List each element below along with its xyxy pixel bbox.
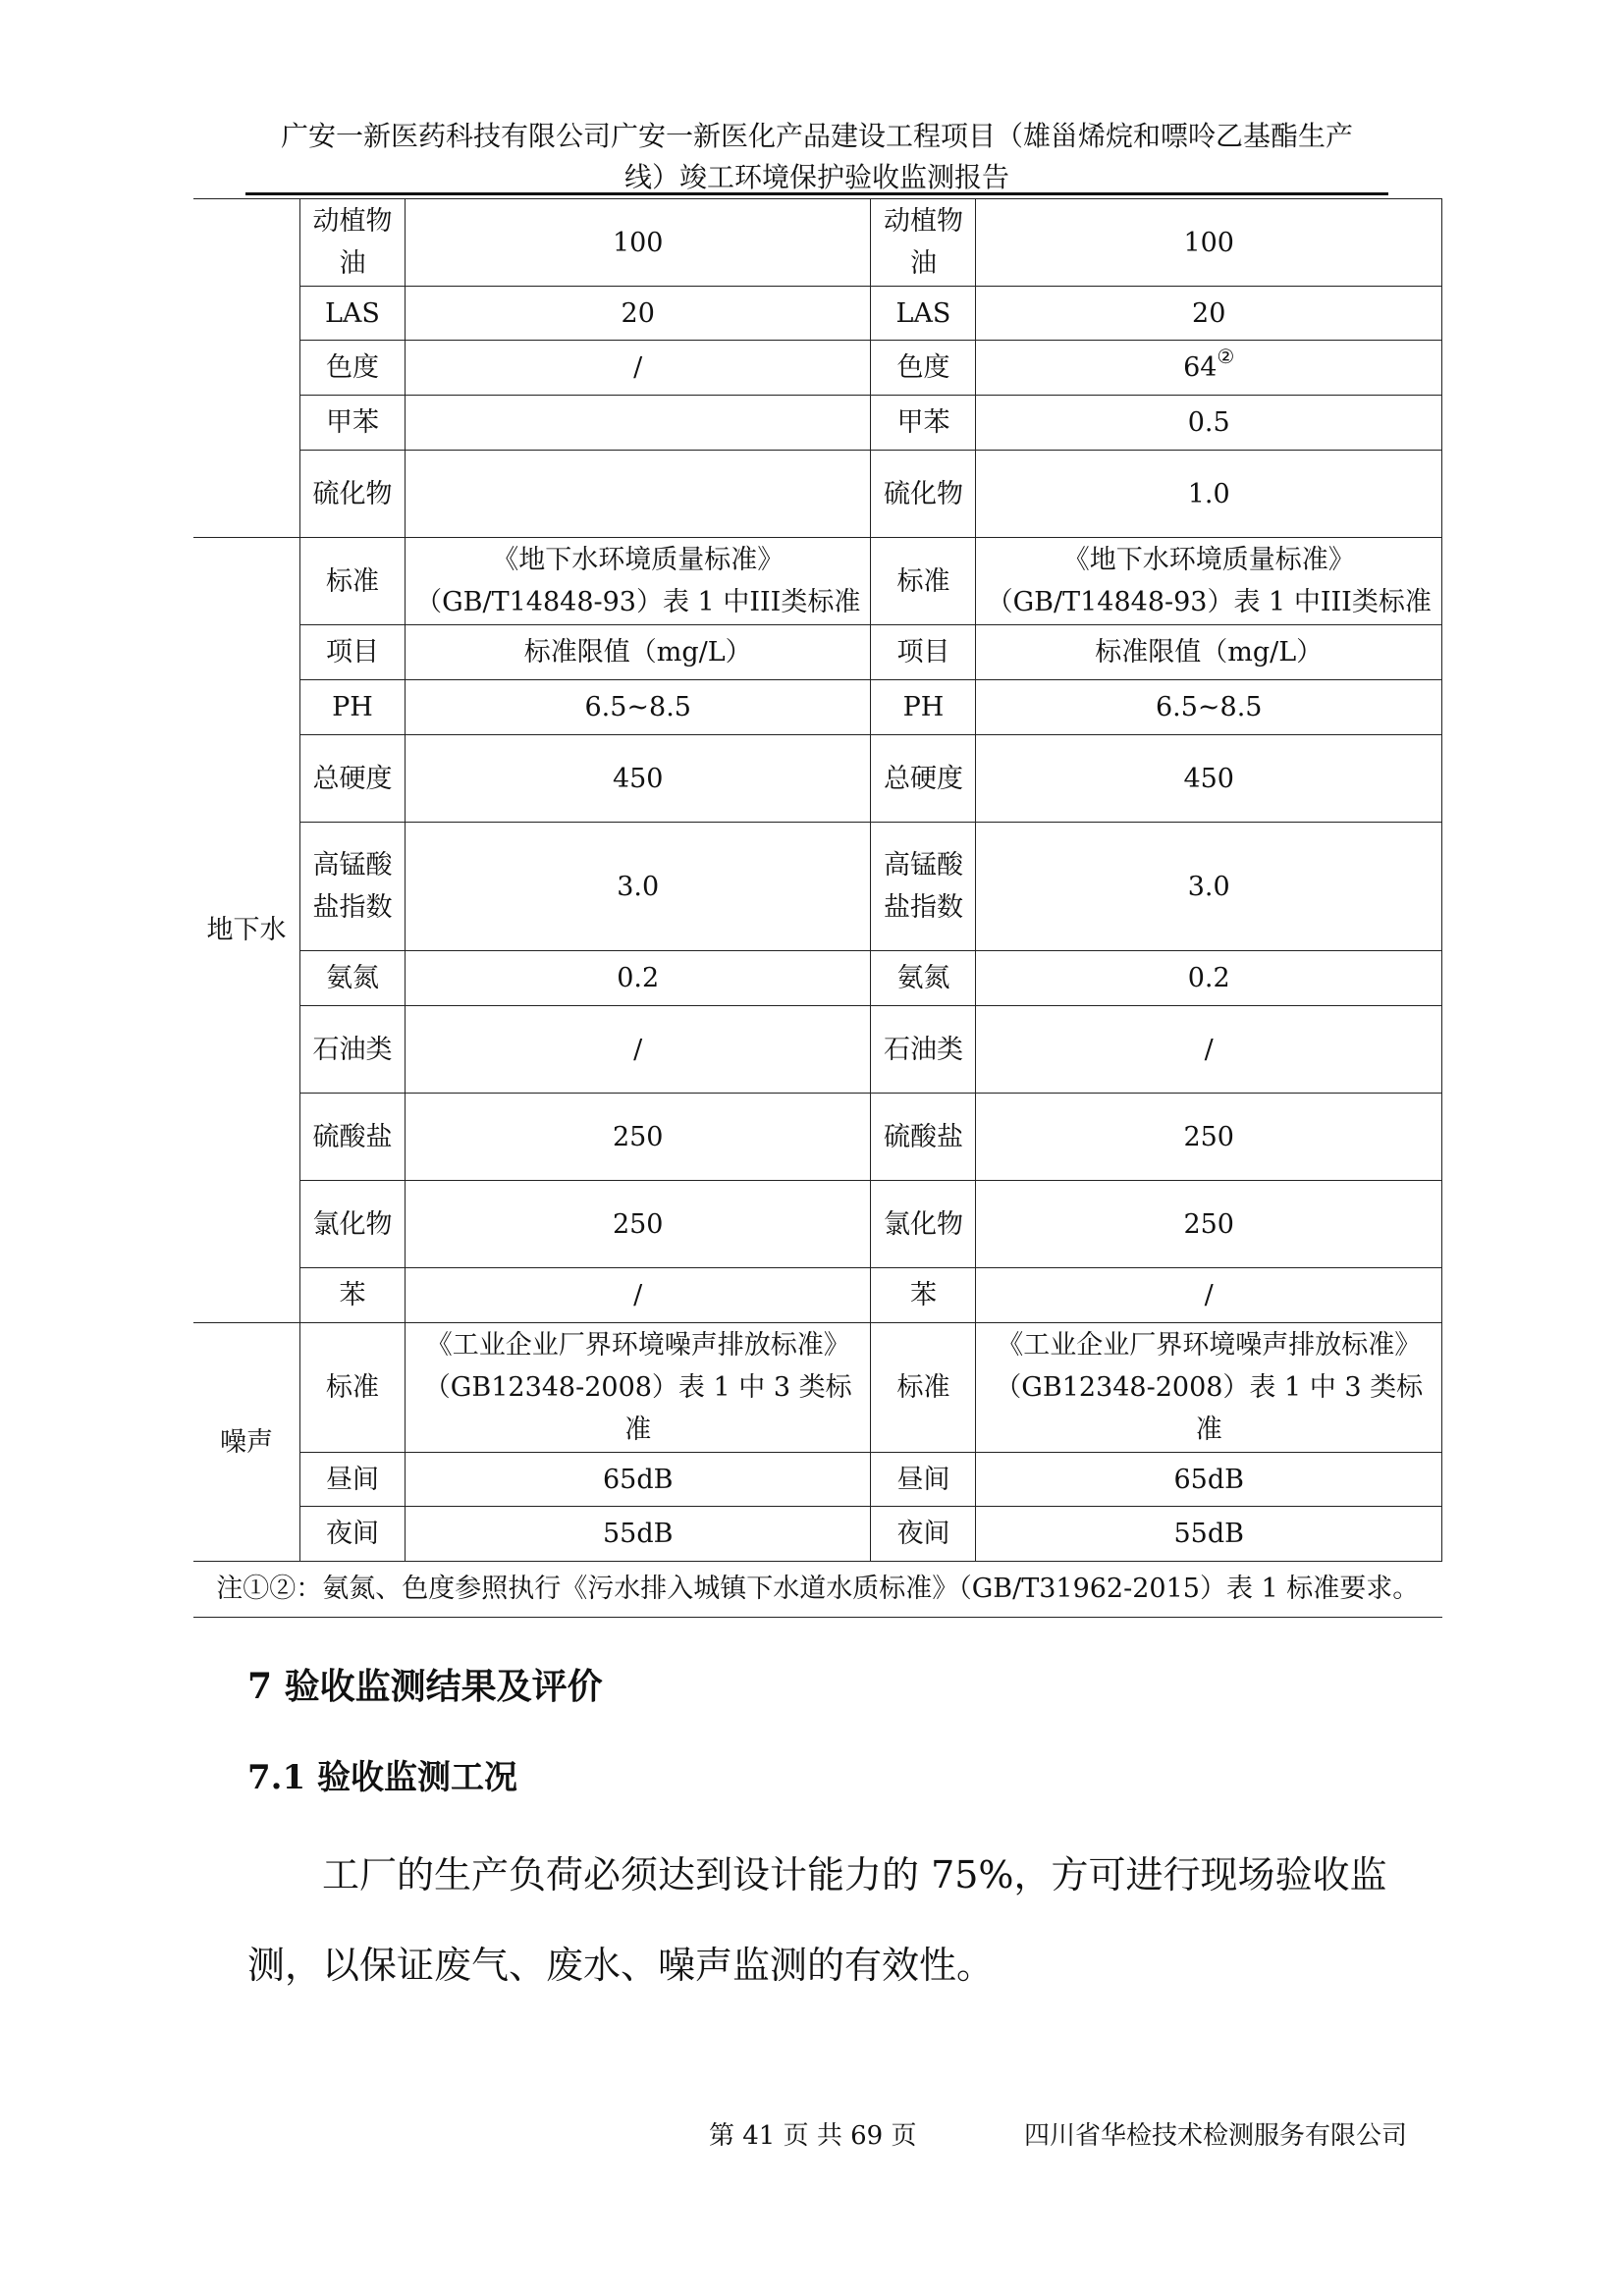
standard-cell: 《工业企业厂界环境噪声排放标准》（GB12348-2008）表 1 中 3 类标准: [976, 1323, 1442, 1453]
category-cell-noise: 噪声: [193, 1323, 300, 1562]
item-cell: 夜间: [871, 1507, 976, 1562]
item-cell: 夜间: [300, 1507, 406, 1562]
value-cell: 55dB: [405, 1507, 871, 1562]
item-cell: 氯化物: [300, 1181, 406, 1268]
value-cell: 0.2: [976, 951, 1442, 1006]
item-cell: 高锰酸盐指数: [300, 823, 406, 951]
header-line-2: 线）竣工环境保护验收监测报告: [623, 161, 1009, 193]
value-cell: 250: [405, 1094, 871, 1181]
value-cell: 3.0: [405, 823, 871, 951]
table-row: [193, 823, 1442, 951]
table-row: [193, 1562, 1442, 1618]
value-cell: 6.5~8.5: [976, 680, 1442, 735]
limit-header-cell: 标准限值（mg/L）: [976, 625, 1442, 680]
footer-organization: 四川省华检技术检测服务有限公司: [1024, 2121, 1408, 2151]
item-cell: PH: [300, 680, 406, 735]
value-cell: 250: [405, 1181, 871, 1268]
value-cell: [405, 451, 871, 538]
item-cell: 石油类: [300, 1006, 406, 1094]
item-cell: 昼间: [871, 1453, 976, 1507]
item-cell: 标准: [871, 1323, 976, 1453]
subsection-title: 7.1 验收监测工况: [247, 1758, 517, 1797]
standard-cell: 《工业企业厂界环境噪声排放标准》（GB12348-2008）表 1 中 3 类标准: [405, 1323, 871, 1453]
table-row: [193, 1094, 1442, 1181]
value-cell: 250: [976, 1181, 1442, 1268]
value-cell: 65dB: [976, 1453, 1442, 1507]
value-cell: 250: [976, 1094, 1442, 1181]
item-cell: 硫酸盐: [300, 1094, 406, 1181]
item-cell: 昼间: [300, 1453, 406, 1507]
table-row: [193, 1181, 1442, 1268]
item-cell: 硫化物: [300, 451, 406, 538]
category-cell: [193, 199, 300, 538]
table-row: [193, 538, 1442, 625]
table-row: [193, 287, 1442, 341]
item-cell: LAS: [871, 287, 976, 341]
value-cell: /: [405, 1006, 871, 1094]
item-header-cell: 项目: [300, 625, 406, 680]
item-cell: 甲苯: [871, 396, 976, 451]
table-row: [193, 951, 1442, 1006]
table-row: [193, 1453, 1442, 1507]
item-cell: 高锰酸盐指数: [871, 823, 976, 951]
value-cell: /: [976, 1006, 1442, 1094]
item-cell: 标准: [871, 538, 976, 625]
table-row: [193, 680, 1442, 735]
item-cell: 色度: [300, 341, 406, 396]
item-cell: 苯: [300, 1268, 406, 1323]
item-cell: 标准: [300, 1323, 406, 1453]
standard-cell: 《地下水环境质量标准》（GB/T14848-93）表 1 中III类标准: [976, 538, 1442, 625]
table-row: [193, 341, 1442, 396]
table-row: [193, 1507, 1442, 1562]
item-cell: 动植物油: [300, 199, 406, 287]
table-row: [193, 1323, 1442, 1453]
value-cell: /: [405, 341, 871, 396]
item-cell: 总硬度: [871, 735, 976, 823]
body-paragraph: 工厂的生产负荷必须达到设计能力的 75%，方可进行现场验收监测，以保证废气、废水、噪声监测的有效性。: [247, 1853, 1387, 1987]
value-cell: 450: [976, 735, 1442, 823]
item-cell: 氯化物: [871, 1181, 976, 1268]
value-cell: 20: [405, 287, 871, 341]
item-cell: PH: [871, 680, 976, 735]
item-cell: 氨氮: [300, 951, 406, 1006]
table-row: [193, 451, 1442, 538]
table-row: [193, 1006, 1442, 1094]
value-cell: 1.0: [976, 451, 1442, 538]
value-cell: 100: [976, 199, 1442, 287]
table-row: [193, 396, 1442, 451]
table-row: [193, 625, 1442, 680]
value-cell: [976, 341, 1442, 396]
limit-header-cell: 标准限值（mg/L）: [405, 625, 871, 680]
page-number: 第 41 页 共 69 页: [709, 2121, 917, 2151]
value-cell: 55dB: [976, 1507, 1442, 1562]
item-header-cell: 项目: [871, 625, 976, 680]
table-row: [193, 199, 1442, 287]
value-cell: 3.0: [976, 823, 1442, 951]
section-title: 7 验收监测结果及评价: [247, 1666, 603, 1707]
standards-table: [193, 198, 1442, 1618]
item-cell: 硫化物: [871, 451, 976, 538]
value-cell: 0.5: [976, 396, 1442, 451]
item-cell: 动植物油: [871, 199, 976, 287]
item-cell: LAS: [300, 287, 406, 341]
value-cell: 0.2: [405, 951, 871, 1006]
item-cell: 氨氮: [871, 951, 976, 1006]
item-cell: 总硬度: [300, 735, 406, 823]
item-cell: 硫酸盐: [871, 1094, 976, 1181]
item-cell: 标准: [300, 538, 406, 625]
item-cell: 苯: [871, 1268, 976, 1323]
table-note: 注①②：氨氮、色度参照执行《污水排入城镇下水道水质标准》（GB/T31962-2015）表 1 标准要求。: [193, 1562, 1442, 1618]
document-header: [245, 116, 1388, 198]
header-rule: [245, 192, 1388, 195]
table-row: [193, 735, 1442, 823]
value-cell: 6.5~8.5: [405, 680, 871, 735]
value-cell: /: [405, 1268, 871, 1323]
footnote-mark: ②: [1217, 345, 1235, 368]
header-line-1: 广安一新医药科技有限公司广安一新医化产品建设工程项目（雄甾烯烷和嘌呤乙基酯生产: [280, 120, 1353, 152]
item-cell: 色度: [871, 341, 976, 396]
value-cell: 65dB: [405, 1453, 871, 1507]
item-cell: 石油类: [871, 1006, 976, 1094]
value-cell: 450: [405, 735, 871, 823]
table-row: [193, 1268, 1442, 1323]
value-cell: 20: [976, 287, 1442, 341]
category-cell-groundwater: 地下水: [193, 538, 300, 1323]
standard-cell: 《地下水环境质量标准》（GB/T14848-93）表 1 中III类标准: [405, 538, 871, 625]
value-cell: /: [976, 1268, 1442, 1323]
value-cell: [405, 396, 871, 451]
item-cell: 甲苯: [300, 396, 406, 451]
value-text: 64: [1183, 352, 1218, 383]
value-cell: 100: [405, 199, 871, 287]
